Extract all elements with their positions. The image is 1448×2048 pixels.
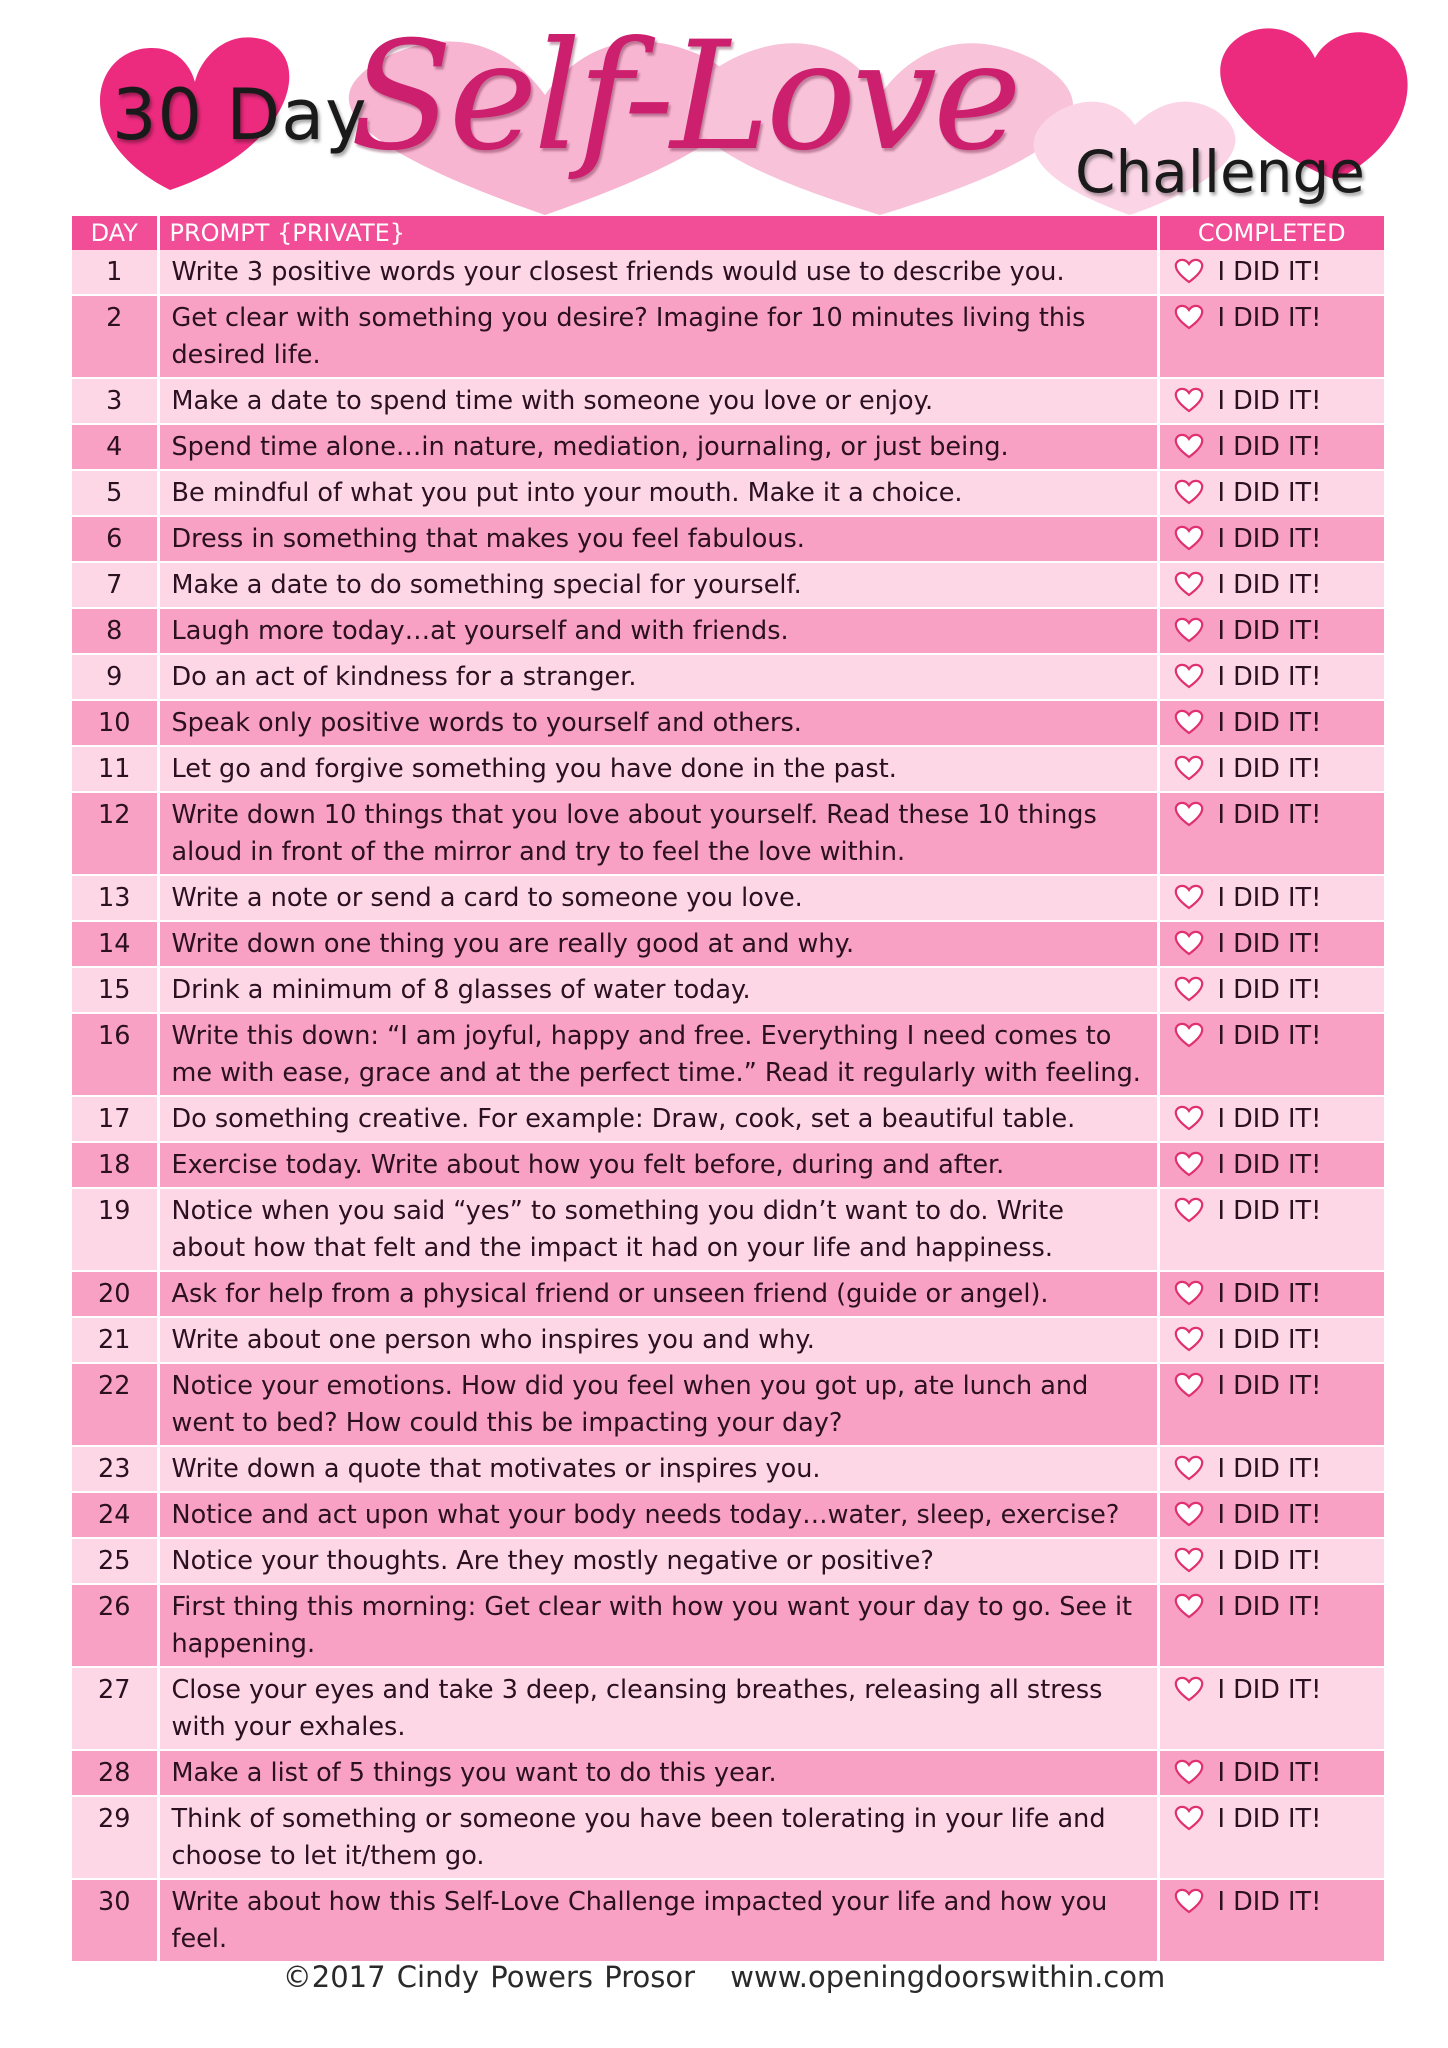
day-number: 26 bbox=[72, 1584, 158, 1667]
completed-checkbox[interactable] bbox=[1158, 1013, 1384, 1096]
table-row bbox=[72, 1750, 1384, 1796]
completed-checkbox[interactable] bbox=[1158, 746, 1384, 792]
prompt-text: Write about one person who inspires you and why. bbox=[158, 1317, 1158, 1363]
heart-outline-icon[interactable] bbox=[1174, 617, 1204, 643]
heart-outline-icon[interactable] bbox=[1174, 571, 1204, 597]
table-row bbox=[72, 1667, 1384, 1750]
heart-outline-icon[interactable] bbox=[1174, 1022, 1204, 1048]
completed-label: I DID IT! bbox=[1217, 1592, 1322, 1622]
prompt-text: Close your eyes and take 3 deep, cleansing breathes, releasing all stress with your exhales. bbox=[158, 1667, 1158, 1750]
completed-checkbox[interactable] bbox=[1158, 1363, 1384, 1446]
day-number: 2 bbox=[72, 295, 158, 378]
table-row bbox=[72, 1363, 1384, 1446]
heart-outline-icon[interactable] bbox=[1174, 1805, 1204, 1831]
completed-label: I DID IT! bbox=[1217, 478, 1322, 508]
day-number: 30 bbox=[72, 1879, 158, 1962]
heart-outline-icon[interactable] bbox=[1174, 1197, 1204, 1223]
table-row bbox=[72, 1271, 1384, 1317]
completed-checkbox[interactable] bbox=[1158, 1188, 1384, 1271]
table-row bbox=[72, 562, 1384, 608]
column-header-day: DAY bbox=[72, 216, 158, 250]
table-row bbox=[72, 424, 1384, 470]
completed-label: I DID IT! bbox=[1217, 1758, 1322, 1788]
heart-outline-icon[interactable] bbox=[1174, 663, 1204, 689]
heart-outline-icon[interactable] bbox=[1174, 1676, 1204, 1702]
completed-checkbox[interactable] bbox=[1158, 875, 1384, 921]
heart-outline-icon[interactable] bbox=[1174, 709, 1204, 735]
table-row bbox=[72, 608, 1384, 654]
prompt-text: Write a note or send a card to someone you love. bbox=[158, 875, 1158, 921]
day-number: 13 bbox=[72, 875, 158, 921]
heart-outline-icon[interactable] bbox=[1174, 801, 1204, 827]
day-number: 15 bbox=[72, 967, 158, 1013]
day-number: 3 bbox=[72, 378, 158, 424]
heart-outline-icon[interactable] bbox=[1174, 387, 1204, 413]
day-number: 11 bbox=[72, 746, 158, 792]
completed-label: I DID IT! bbox=[1217, 800, 1322, 830]
prompt-text: Think of something or someone you have been tolerating in your life and choose to let it/them go. bbox=[158, 1796, 1158, 1879]
completed-label: I DID IT! bbox=[1217, 524, 1322, 554]
heart-outline-icon[interactable] bbox=[1174, 1593, 1204, 1619]
prompt-text: Write down 10 things that you love about yourself. Read these 10 things aloud in front of the mirror and try to feel the love within. bbox=[158, 792, 1158, 875]
completed-label: I DID IT! bbox=[1217, 883, 1322, 913]
completed-label: I DID IT! bbox=[1217, 1150, 1322, 1180]
prompt-text: Dress in something that makes you feel fabulous. bbox=[158, 516, 1158, 562]
completed-label: I DID IT! bbox=[1217, 1500, 1322, 1530]
heart-outline-icon[interactable] bbox=[1174, 1372, 1204, 1398]
day-number: 5 bbox=[72, 470, 158, 516]
copyright-text: ©2017 Cindy Powers Prosor bbox=[282, 1960, 696, 1994]
column-header-prompt: PROMPT {PRIVATE} bbox=[158, 216, 1158, 250]
day-number: 19 bbox=[72, 1188, 158, 1271]
heart-outline-icon[interactable] bbox=[1174, 1105, 1204, 1131]
heart-outline-icon[interactable] bbox=[1174, 258, 1204, 284]
day-number: 25 bbox=[72, 1538, 158, 1584]
table-row bbox=[72, 967, 1384, 1013]
heart-outline-icon[interactable] bbox=[1174, 755, 1204, 781]
table-row bbox=[72, 1317, 1384, 1363]
completed-checkbox[interactable] bbox=[1158, 1446, 1384, 1492]
completed-checkbox[interactable] bbox=[1158, 654, 1384, 700]
completed-label: I DID IT! bbox=[1217, 1021, 1322, 1051]
day-number: 9 bbox=[72, 654, 158, 700]
completed-label: I DID IT! bbox=[1217, 1371, 1322, 1401]
day-number: 12 bbox=[72, 792, 158, 875]
prompt-text: Let go and forgive something you have done in the past. bbox=[158, 746, 1158, 792]
prompt-text: Make a list of 5 things you want to do this year. bbox=[158, 1750, 1158, 1796]
completed-checkbox[interactable] bbox=[1158, 295, 1384, 378]
prompt-text: Notice your emotions. How did you feel when you got up, ate lunch and went to bed? How could this be impacting your day? bbox=[158, 1363, 1158, 1446]
heart-outline-icon[interactable] bbox=[1174, 1455, 1204, 1481]
day-number: 21 bbox=[72, 1317, 158, 1363]
table-row bbox=[72, 1879, 1384, 1962]
challenge-table bbox=[72, 216, 1384, 1963]
completed-label: I DID IT! bbox=[1217, 708, 1322, 738]
day-number: 10 bbox=[72, 700, 158, 746]
day-number: 8 bbox=[72, 608, 158, 654]
prompt-text: Ask for help from a physical friend or unseen friend (guide or angel). bbox=[158, 1271, 1158, 1317]
day-number: 22 bbox=[72, 1363, 158, 1446]
prompt-text: Notice your thoughts. Are they mostly negative or positive? bbox=[158, 1538, 1158, 1584]
prompt-text: First thing this morning: Get clear with how you want your day to go. See it happening. bbox=[158, 1584, 1158, 1667]
table-row bbox=[72, 700, 1384, 746]
prompt-text: Drink a minimum of 8 glasses of water today. bbox=[158, 967, 1158, 1013]
table-row bbox=[72, 1584, 1384, 1667]
completed-checkbox[interactable] bbox=[1158, 1096, 1384, 1142]
completed-checkbox[interactable] bbox=[1158, 1142, 1384, 1188]
completed-checkbox[interactable] bbox=[1158, 700, 1384, 746]
completed-checkbox[interactable] bbox=[1158, 1317, 1384, 1363]
prompt-text: Write 3 positive words your closest friends would use to describe you. bbox=[158, 250, 1158, 295]
completed-label: I DID IT! bbox=[1217, 386, 1322, 416]
day-number: 18 bbox=[72, 1142, 158, 1188]
completed-checkbox[interactable] bbox=[1158, 1750, 1384, 1796]
table-row bbox=[72, 1013, 1384, 1096]
prompt-text: Do an act of kindness for a stranger. bbox=[158, 654, 1158, 700]
completed-checkbox[interactable] bbox=[1158, 1796, 1384, 1879]
title-banner bbox=[0, 0, 1448, 215]
table-row bbox=[72, 654, 1384, 700]
heart-outline-icon[interactable] bbox=[1174, 433, 1204, 459]
completed-label: I DID IT! bbox=[1217, 1546, 1322, 1576]
table-row bbox=[72, 921, 1384, 967]
prompt-text: Spend time alone…in nature, mediation, journaling, or just being. bbox=[158, 424, 1158, 470]
completed-label: I DID IT! bbox=[1217, 1454, 1322, 1484]
prompt-text: Write about how this Self-Love Challenge impacted your life and how you feel. bbox=[158, 1879, 1158, 1962]
completed-checkbox[interactable] bbox=[1158, 562, 1384, 608]
completed-checkbox[interactable] bbox=[1158, 1538, 1384, 1584]
completed-label: I DID IT! bbox=[1217, 257, 1322, 287]
completed-checkbox[interactable] bbox=[1158, 378, 1384, 424]
heart-outline-icon[interactable] bbox=[1174, 1888, 1204, 1914]
footer bbox=[0, 1960, 1448, 1994]
completed-label: I DID IT! bbox=[1217, 1279, 1322, 1309]
title-challenge: Challenge bbox=[1075, 138, 1365, 206]
table-body bbox=[72, 250, 1384, 1962]
prompt-text: Get clear with something you desire? Imagine for 10 minutes living this desired life. bbox=[158, 295, 1158, 378]
table-row bbox=[72, 1446, 1384, 1492]
prompt-text: Exercise today. Write about how you felt before, during and after. bbox=[158, 1142, 1158, 1188]
completed-checkbox[interactable] bbox=[1158, 967, 1384, 1013]
heart-outline-icon[interactable] bbox=[1174, 976, 1204, 1002]
completed-label: I DID IT! bbox=[1217, 1804, 1322, 1834]
completed-label: I DID IT! bbox=[1217, 1196, 1322, 1226]
heart-outline-icon[interactable] bbox=[1174, 304, 1204, 330]
completed-label: I DID IT! bbox=[1217, 570, 1322, 600]
heart-outline-icon[interactable] bbox=[1174, 884, 1204, 910]
day-number: 14 bbox=[72, 921, 158, 967]
day-number: 24 bbox=[72, 1492, 158, 1538]
completed-label: I DID IT! bbox=[1217, 975, 1322, 1005]
prompt-text: Laugh more today…at yourself and with friends. bbox=[158, 608, 1158, 654]
completed-label: I DID IT! bbox=[1217, 754, 1322, 784]
day-number: 23 bbox=[72, 1446, 158, 1492]
day-number: 17 bbox=[72, 1096, 158, 1142]
completed-label: I DID IT! bbox=[1217, 1325, 1322, 1355]
completed-label: I DID IT! bbox=[1217, 662, 1322, 692]
day-number: 4 bbox=[72, 424, 158, 470]
prompt-text: Notice and act upon what your body needs today…water, sleep, exercise? bbox=[158, 1492, 1158, 1538]
website-link[interactable]: www.openingdoorswithin.com bbox=[730, 1960, 1166, 1994]
prompt-text: Do something creative. For example: Draw, cook, set a beautiful table. bbox=[158, 1096, 1158, 1142]
heart-outline-icon[interactable] bbox=[1174, 1151, 1204, 1177]
completed-checkbox[interactable] bbox=[1158, 250, 1384, 295]
day-number: 16 bbox=[72, 1013, 158, 1096]
title-self-love: Self-Love bbox=[350, 10, 1018, 184]
prompt-text: Write down a quote that motivates or inspires you. bbox=[158, 1446, 1158, 1492]
table-row bbox=[72, 875, 1384, 921]
completed-checkbox[interactable] bbox=[1158, 1584, 1384, 1667]
day-number: 1 bbox=[72, 250, 158, 295]
table-row bbox=[72, 746, 1384, 792]
heart-outline-icon[interactable] bbox=[1174, 930, 1204, 956]
prompt-text: Write down one thing you are really good at and why. bbox=[158, 921, 1158, 967]
table-row bbox=[72, 1492, 1384, 1538]
prompt-text: Notice when you said “yes” to something you didn’t want to do. Write about how that felt and the impact it had on your life and happiness. bbox=[158, 1188, 1158, 1271]
table-row bbox=[72, 1142, 1384, 1188]
column-header-completed: COMPLETED bbox=[1158, 216, 1384, 250]
prompt-text: Make a date to do something special for yourself. bbox=[158, 562, 1158, 608]
completed-label: I DID IT! bbox=[1217, 1104, 1322, 1134]
prompt-text: Be mindful of what you put into your mouth. Make it a choice. bbox=[158, 470, 1158, 516]
heart-outline-icon[interactable] bbox=[1174, 525, 1204, 551]
completed-checkbox[interactable] bbox=[1158, 1667, 1384, 1750]
table-row bbox=[72, 1538, 1384, 1584]
heart-outline-icon[interactable] bbox=[1174, 1280, 1204, 1306]
prompt-text: Speak only positive words to yourself and others. bbox=[158, 700, 1158, 746]
table-header-row bbox=[72, 216, 1384, 250]
day-number: 6 bbox=[72, 516, 158, 562]
table-row bbox=[72, 792, 1384, 875]
table-row bbox=[72, 516, 1384, 562]
completed-checkbox[interactable] bbox=[1158, 516, 1384, 562]
heart-outline-icon[interactable] bbox=[1174, 1759, 1204, 1785]
completed-label: I DID IT! bbox=[1217, 303, 1322, 333]
completed-label: I DID IT! bbox=[1217, 1675, 1322, 1705]
table-row bbox=[72, 1188, 1384, 1271]
table-row bbox=[72, 250, 1384, 295]
completed-checkbox[interactable] bbox=[1158, 1879, 1384, 1962]
completed-checkbox[interactable] bbox=[1158, 792, 1384, 875]
completed-checkbox[interactable] bbox=[1158, 424, 1384, 470]
heart-outline-icon[interactable] bbox=[1174, 1501, 1204, 1527]
table-row bbox=[72, 1096, 1384, 1142]
prompt-text: Write this down: “I am joyful, happy and free. Everything I need comes to me with ease, grace and at the perfect time.” Read it regularly with feeling. bbox=[158, 1013, 1158, 1096]
completed-checkbox[interactable] bbox=[1158, 1271, 1384, 1317]
completed-checkbox[interactable] bbox=[1158, 470, 1384, 516]
heart-outline-icon[interactable] bbox=[1174, 1547, 1204, 1573]
day-number: 7 bbox=[72, 562, 158, 608]
completed-label: I DID IT! bbox=[1217, 616, 1322, 646]
heart-outline-icon[interactable] bbox=[1174, 1326, 1204, 1352]
table-row bbox=[72, 295, 1384, 378]
day-number: 27 bbox=[72, 1667, 158, 1750]
heart-outline-icon[interactable] bbox=[1174, 479, 1204, 505]
completed-checkbox[interactable] bbox=[1158, 921, 1384, 967]
completed-label: I DID IT! bbox=[1217, 1887, 1322, 1917]
table-row bbox=[72, 470, 1384, 516]
day-number: 29 bbox=[72, 1796, 158, 1879]
day-number: 20 bbox=[72, 1271, 158, 1317]
table-row bbox=[72, 1796, 1384, 1879]
title-30-day: 30 Day bbox=[112, 74, 368, 156]
day-number: 28 bbox=[72, 1750, 158, 1796]
completed-label: I DID IT! bbox=[1217, 432, 1322, 462]
completed-label: I DID IT! bbox=[1217, 929, 1322, 959]
completed-checkbox[interactable] bbox=[1158, 1492, 1384, 1538]
prompt-text: Make a date to spend time with someone you love or enjoy. bbox=[158, 378, 1158, 424]
completed-checkbox[interactable] bbox=[1158, 608, 1384, 654]
table-row bbox=[72, 378, 1384, 424]
